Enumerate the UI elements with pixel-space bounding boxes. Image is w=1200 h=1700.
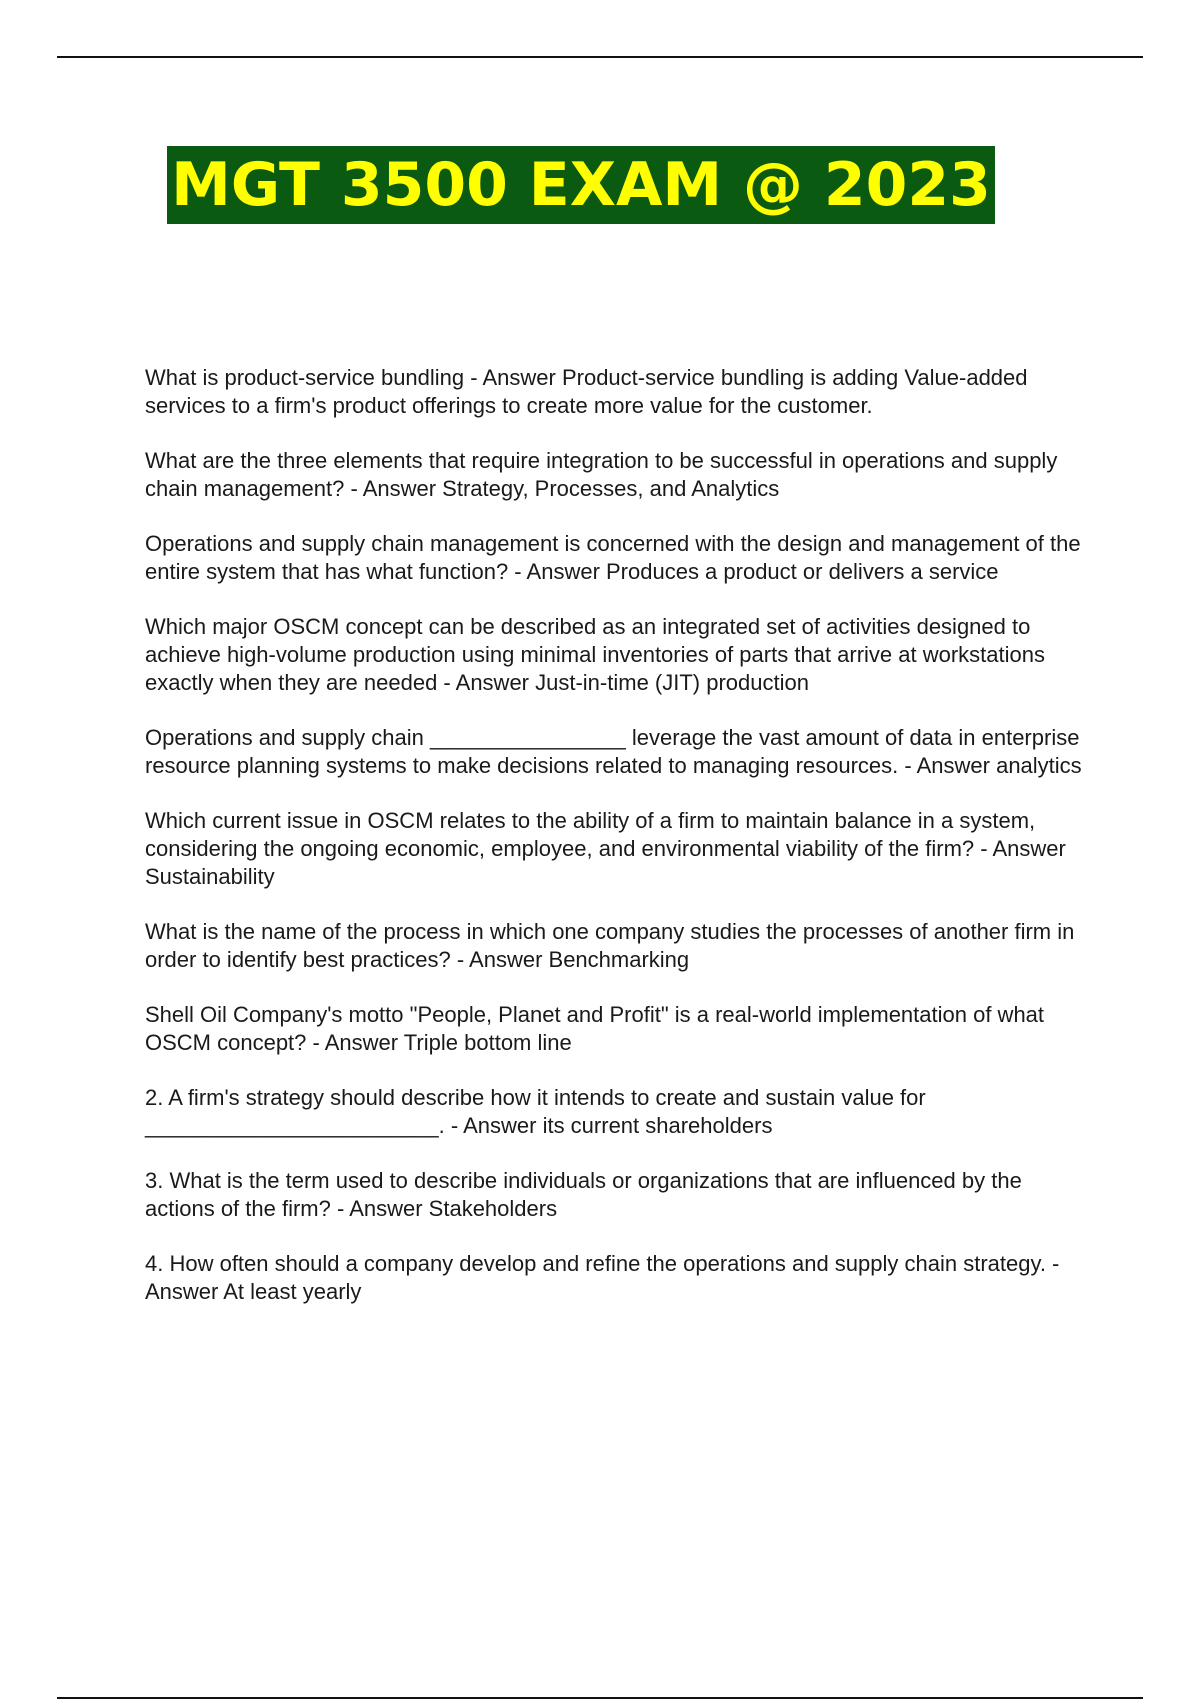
qa-item: Shell Oil Company's motto "People, Planet and Profit" is a real-world implementation of what OSCM concept? - Answer Triple bottom line: [145, 1002, 1045, 1055]
qa-item: What is the name of the process in which one company studies the processes of another firm in order to identify best practices? - Answer Benchmarking: [145, 919, 1075, 972]
qa-item: Operations and supply chain ________________ leverage the vast amount of data in enterprise resource planning systems to make decisions related to managing resources. - Answer analytics: [145, 725, 1082, 778]
bottom-divider: [57, 1697, 1143, 1699]
qa-item: Which current issue in OSCM relates to the ability of a firm to maintain balance in a system, considering the ongoing economic, employee, and environmental viability of the firm? - Answer Sustainability: [145, 808, 1066, 889]
qa-item: Which major OSCM concept can be described as an integrated set of activities designed to achieve high-volume production using minimal inventories of parts that arrive at workstations exactly when they are needed - Answer Just-in-time (JIT) production: [145, 614, 1045, 695]
title-banner: [0, 146, 1200, 224]
document-title: MGT 3500 EXAM @ 2023: [167, 146, 995, 224]
qa-item: Operations and supply chain management is concerned with the design and management of the entire system that has what function? - Answer Produces a product or delivers a service: [145, 531, 1081, 584]
qa-list: [145, 364, 1095, 1333]
qa-item: 3. What is the term used to describe individuals or organizations that are influenced by the actions of the firm? - Answer Stakeholders: [145, 1168, 1022, 1221]
qa-item: 4. How often should a company develop and refine the operations and supply chain strategy. - Answer At least yearly: [145, 1251, 1060, 1304]
qa-item: What are the three elements that require integration to be successful in operations and supply chain management? - Answer Strategy, Processes, and Analytics: [145, 448, 1058, 501]
top-divider: [57, 56, 1143, 58]
qa-item: What is product-service bundling - Answer Product-service bundling is adding Value-added services to a firm's product offerings to create more value for the customer.: [145, 365, 1028, 418]
qa-item: 2. A firm's strategy should describe how it intends to create and sustain value for ________________________. - Answer its current shareholders: [145, 1085, 926, 1138]
